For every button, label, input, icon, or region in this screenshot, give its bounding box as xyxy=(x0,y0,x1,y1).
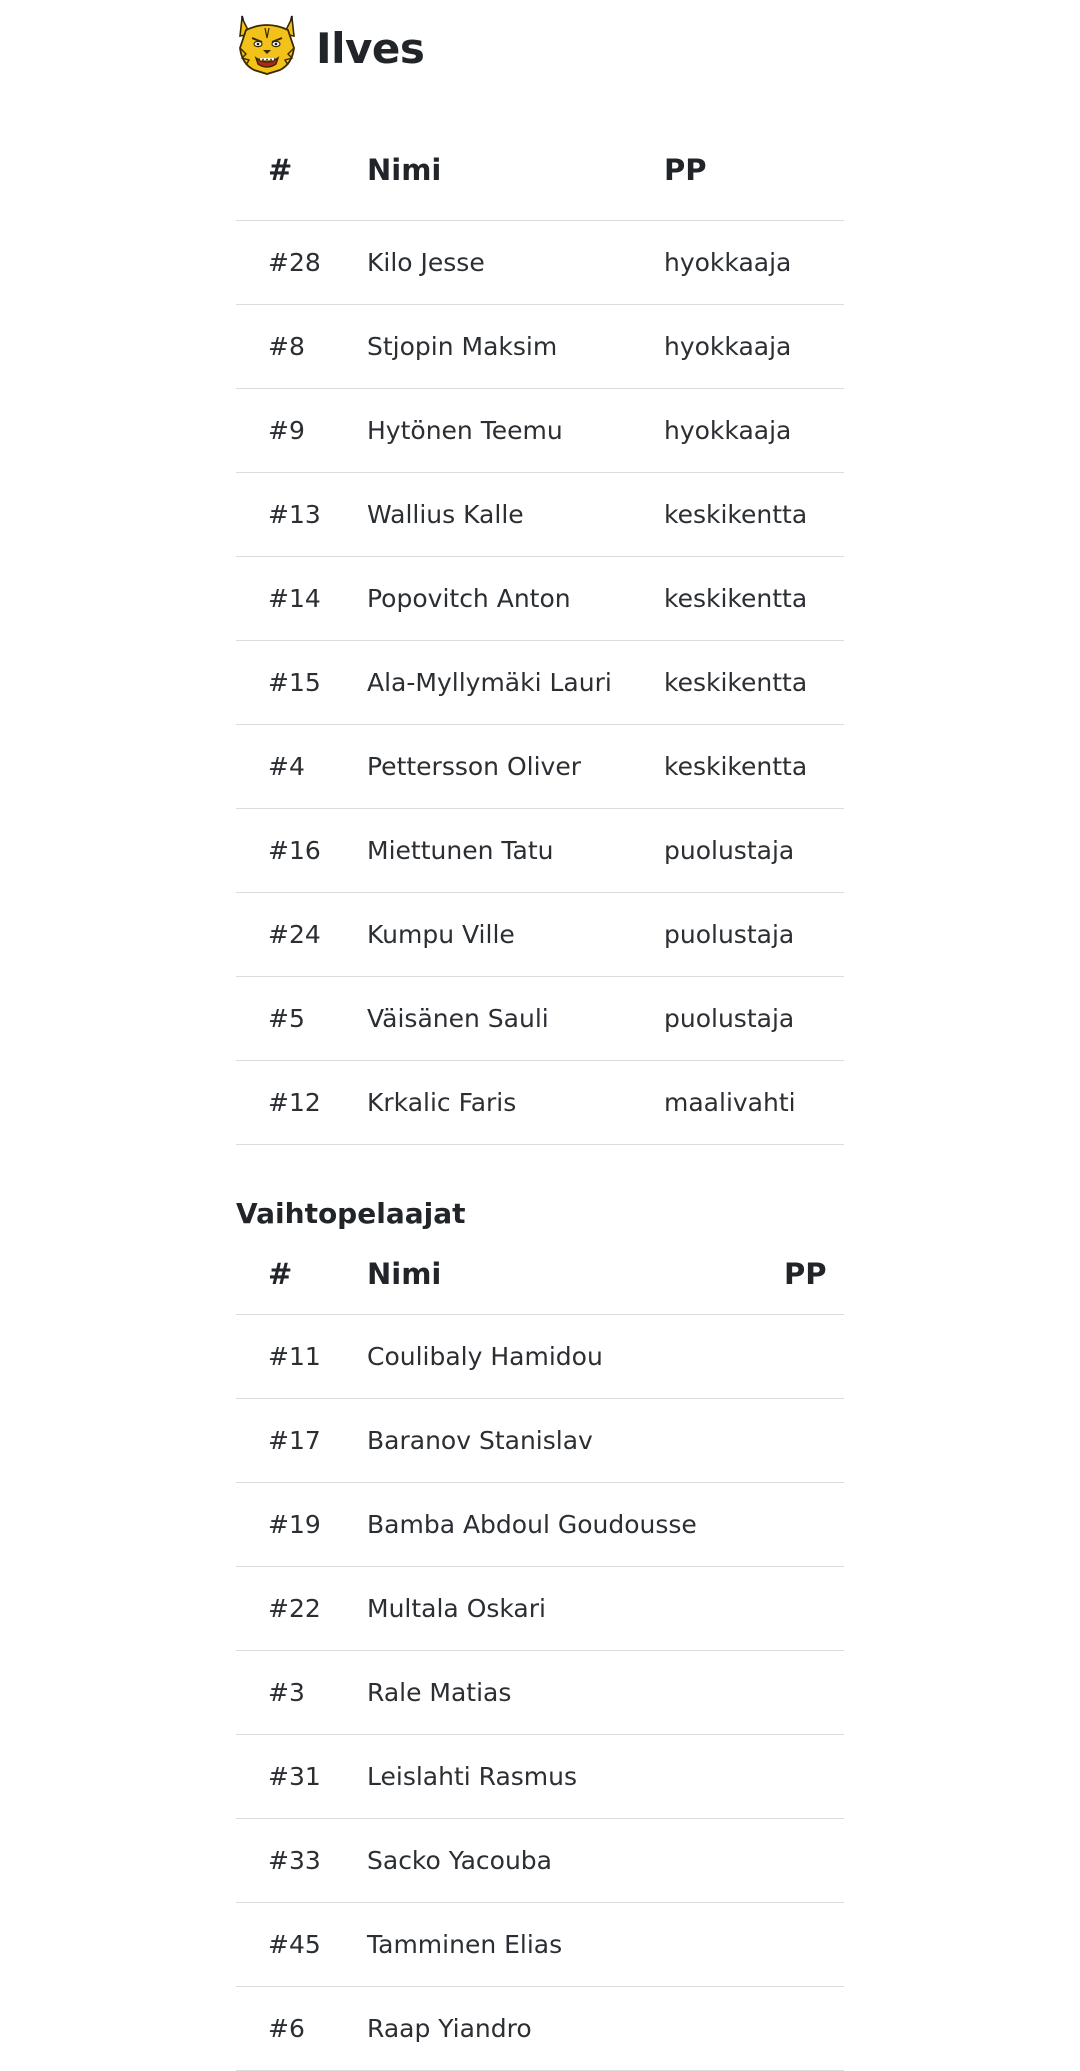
player-position xyxy=(734,1399,844,1483)
table-row xyxy=(236,1399,844,1483)
player-name: Multala Oskari xyxy=(349,1567,734,1651)
player-position xyxy=(734,1483,844,1567)
player-name: Stjopin Maksim xyxy=(349,304,646,388)
table-row xyxy=(236,220,844,304)
player-number: #14 xyxy=(236,556,349,640)
table-row xyxy=(236,1651,844,1735)
column-header-number: # xyxy=(236,120,349,220)
player-number: #16 xyxy=(236,808,349,892)
player-position: hyokkaaja xyxy=(646,304,844,388)
player-number: #31 xyxy=(236,1735,349,1819)
player-position xyxy=(734,1315,844,1399)
player-position xyxy=(734,1987,844,2071)
player-name: Coulibaly Hamidou xyxy=(349,1315,734,1399)
player-position: puolustaja xyxy=(646,892,844,976)
substitutes-title: Vaihtopelaajat xyxy=(236,1193,844,1235)
player-name: Popovitch Anton xyxy=(349,556,646,640)
player-number: #19 xyxy=(236,1483,349,1567)
player-position xyxy=(734,1651,844,1735)
player-number: #6 xyxy=(236,1987,349,2071)
column-header-name: Nimi xyxy=(349,120,646,220)
player-number: #45 xyxy=(236,1903,349,1987)
starters-table xyxy=(236,120,844,1145)
team-header xyxy=(236,0,844,120)
player-name: Raap Yiandro xyxy=(349,1987,734,2071)
column-header-position: PP xyxy=(734,1235,844,1315)
table-row xyxy=(236,472,844,556)
player-position xyxy=(734,1819,844,1903)
player-position xyxy=(734,1567,844,1651)
player-number: #11 xyxy=(236,1315,349,1399)
player-name: Krkalic Faris xyxy=(349,1060,646,1144)
player-name: Wallius Kalle xyxy=(349,472,646,556)
player-name: Miettunen Tatu xyxy=(349,808,646,892)
player-position: maalivahti xyxy=(646,1060,844,1144)
lineup-page xyxy=(236,0,844,2071)
lynx-head-logo-icon xyxy=(236,14,298,76)
substitutes-table xyxy=(236,1235,844,2071)
player-number: #12 xyxy=(236,1060,349,1144)
player-name: Ala-Myllymäki Lauri xyxy=(349,640,646,724)
player-position xyxy=(734,1903,844,1987)
column-header-name: Nimi xyxy=(349,1235,734,1315)
player-number: #9 xyxy=(236,388,349,472)
player-position: hyokkaaja xyxy=(646,220,844,304)
player-position xyxy=(734,1735,844,1819)
player-number: #17 xyxy=(236,1399,349,1483)
table-row xyxy=(236,1060,844,1144)
table-row xyxy=(236,304,844,388)
player-position: puolustaja xyxy=(646,976,844,1060)
player-position: keskikentta xyxy=(646,556,844,640)
table-row xyxy=(236,1483,844,1567)
table-header-row xyxy=(236,1235,844,1315)
table-header-row xyxy=(236,120,844,220)
player-name: Leislahti Rasmus xyxy=(349,1735,734,1819)
table-row xyxy=(236,724,844,808)
player-name: Baranov Stanislav xyxy=(349,1399,734,1483)
player-position: puolustaja xyxy=(646,808,844,892)
table-row xyxy=(236,1567,844,1651)
player-name: Kumpu Ville xyxy=(349,892,646,976)
player-number: #3 xyxy=(236,1651,349,1735)
player-name: Hytönen Teemu xyxy=(349,388,646,472)
table-row xyxy=(236,640,844,724)
table-row xyxy=(236,1735,844,1819)
player-position: keskikentta xyxy=(646,724,844,808)
column-header-position: PP xyxy=(646,120,844,220)
player-number: #33 xyxy=(236,1819,349,1903)
table-row xyxy=(236,1819,844,1903)
table-row xyxy=(236,556,844,640)
player-name: Tamminen Elias xyxy=(349,1903,734,1987)
player-number: #28 xyxy=(236,220,349,304)
table-row xyxy=(236,808,844,892)
player-number: #5 xyxy=(236,976,349,1060)
player-name: Pettersson Oliver xyxy=(349,724,646,808)
player-name: Rale Matias xyxy=(349,1651,734,1735)
player-number: #24 xyxy=(236,892,349,976)
player-position: hyokkaaja xyxy=(646,388,844,472)
player-name: Sacko Yacouba xyxy=(349,1819,734,1903)
player-number: #8 xyxy=(236,304,349,388)
table-row xyxy=(236,1315,844,1399)
player-number: #22 xyxy=(236,1567,349,1651)
player-position: keskikentta xyxy=(646,640,844,724)
column-header-number: # xyxy=(236,1235,349,1315)
team-name: Ilves xyxy=(316,28,424,70)
player-number: #15 xyxy=(236,640,349,724)
player-name: Kilo Jesse xyxy=(349,220,646,304)
player-name: Väisänen Sauli xyxy=(349,976,646,1060)
player-position: keskikentta xyxy=(646,472,844,556)
player-name: Bamba Abdoul Goudousse xyxy=(349,1483,734,1567)
table-row xyxy=(236,892,844,976)
table-row xyxy=(236,388,844,472)
table-row xyxy=(236,1903,844,1987)
table-row xyxy=(236,1987,844,2071)
player-number: #13 xyxy=(236,472,349,556)
table-row xyxy=(236,976,844,1060)
player-number: #4 xyxy=(236,724,349,808)
